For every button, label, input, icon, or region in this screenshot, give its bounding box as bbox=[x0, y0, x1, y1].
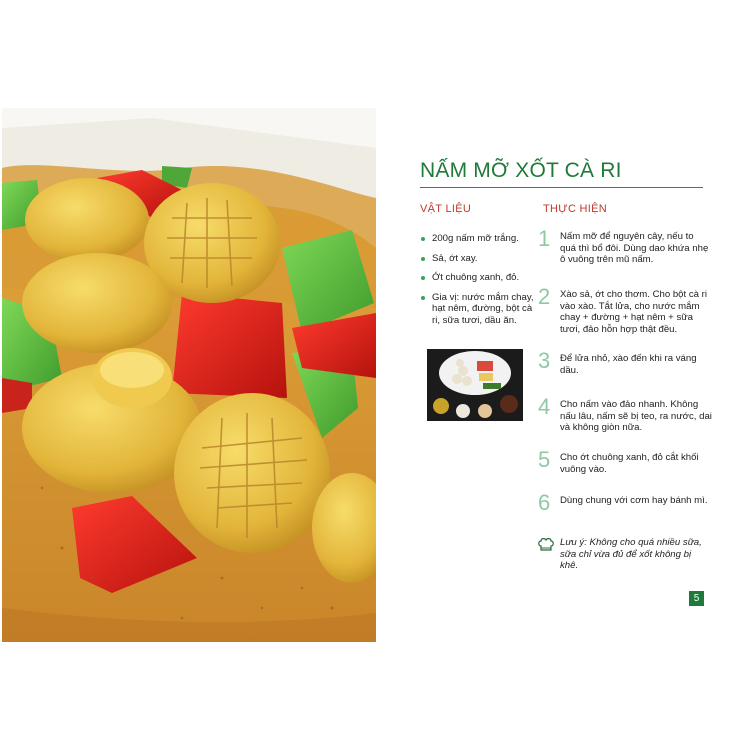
ingredient-item: Ớt chuông xanh, đỏ. bbox=[420, 272, 535, 284]
step-number: 5 bbox=[538, 447, 551, 472]
dish-photo bbox=[2, 108, 376, 642]
ingredients-heading: VẬT LIỆU bbox=[420, 203, 472, 215]
ingredient-item: Gia vị: nước mắm chay, hạt nêm, đường, bột cà ri, sữa tươi, dầu ăn. bbox=[420, 292, 535, 327]
recipe-title: NẤM MỠ XỐT CÀ RI bbox=[420, 159, 622, 182]
step-number: 2 bbox=[538, 284, 551, 309]
ingredients-list bbox=[420, 233, 535, 334]
page-number: 5 bbox=[689, 591, 704, 606]
step-text: Cho ớt chuông xanh, đỏ cắt khối vuông vào. bbox=[560, 452, 699, 475]
step-number: 6 bbox=[538, 490, 551, 515]
steps-heading: THỰC HIỆN bbox=[543, 203, 608, 215]
note-text: Lưu ý: Không cho quá nhiều sữa, sữa chỉ vừa đủ để xốt không bị khê. bbox=[560, 537, 702, 572]
ingredients-photo bbox=[427, 349, 523, 421]
step-text: Cho nấm vào đảo nhanh. Không nấu lâu, nấm sẽ bị teo, ra nước, dai và không giòn nữa. bbox=[560, 399, 712, 434]
step-text: Dùng chung với cơm hay bánh mì. bbox=[560, 495, 708, 506]
step-text: Nấm mỡ để nguyên cây, nếu to quá thì bổ đôi. Dùng dao khứa nhẹ ô vuông trên mũ nấm. bbox=[560, 231, 709, 266]
ingredient-item: 200g nấm mỡ trắng. bbox=[420, 233, 535, 245]
step-text: Để lửa nhỏ, xào đến khi ra váng dầu. bbox=[560, 353, 697, 376]
step-number: 3 bbox=[538, 348, 551, 373]
chef-hat-icon bbox=[538, 538, 554, 552]
ingredient-item: Sả, ớt xay. bbox=[420, 253, 535, 265]
step-number: 4 bbox=[538, 394, 551, 419]
step-number: 1 bbox=[538, 226, 551, 251]
step-text: Xào sả, ớt cho thơm. Cho bột cà ri vào xào. Tắt lửa, cho nước mắm chay + đường + hạt nêm + sữa tươi, đảo hỗn hợp thật đều. bbox=[560, 289, 707, 335]
title-underline bbox=[420, 187, 703, 188]
